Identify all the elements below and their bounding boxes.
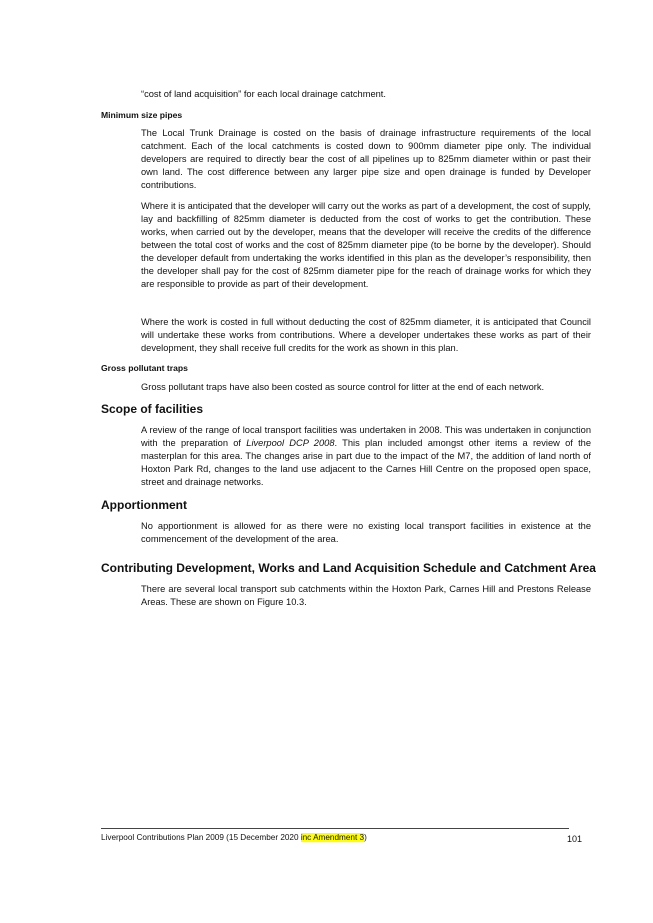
heading-apportionment: Apportionment bbox=[101, 498, 187, 512]
footer-close: ) bbox=[364, 833, 367, 842]
scope-text-after: . This plan included amongst other items a review of the masterplan for this area. The changes arise in part due to the impact of the M7, the addition of land north of Hoxton Park Rd, changes to the land use adjacent to the Carnes Hill Centre on the proposed open space, street and drainage networks. bbox=[141, 438, 592, 487]
scope-text-before: A review of the range of local transport facilities was undertaken in 2008. This was undertaken in conjunction with the preparation of bbox=[141, 425, 591, 448]
intro-line: “cost of land acquisition” for each local drainage catchment. bbox=[141, 89, 386, 99]
scope-italic-title: Liverpool DCP 2008 bbox=[246, 438, 335, 448]
page-number: 101 bbox=[567, 834, 583, 844]
heading-contributing-development: Contributing Development, Works and Land Acquisition Schedule and Catchment Area bbox=[101, 561, 596, 575]
paragraph-gross-traps: Gross pollutant traps have also been costed as source control for litter at the end of each network. bbox=[141, 382, 545, 392]
heading-scope-of-facilities: Scope of facilities bbox=[101, 402, 204, 416]
footer-divider bbox=[101, 828, 569, 829]
heading-gross-pollutant-traps: Gross pollutant traps bbox=[101, 363, 188, 373]
heading-minimum-size-pipes: Minimum size pipes bbox=[101, 110, 183, 120]
footer-title: Liverpool Contributions Plan 2009 (15 December 2020 bbox=[101, 833, 301, 842]
footer-text bbox=[101, 832, 367, 843]
paragraph-min-pipes-3: Where the work is costed in full without deducting the cost of 825mm diameter, it is anticipated that Council will undertake these works from contributions. Where a developer undertakes these works as part of their development, they shall receive full credits for the work as shown in this plan. bbox=[141, 317, 591, 353]
paragraph-min-pipes-2: Where it is anticipated that the developer will carry out the works as part of a development, the cost of supply, lay and backfilling of 825mm diameter is deducted from the cost of works to get the contribution. These works, when carried out by the developer, means that the developer will receive the credits of the difference between the total cost of works and the cost of 825mm diameter pipe (to be borne by the developer). Should the developer default from undertaking the works identified in this plan as the developer’s responsibility, then the developer shall pay for the cost of 825mm diameter pipe for the reach of drainage works for which they are responsible to provide as part of their development. bbox=[141, 201, 591, 289]
paragraph-min-pipes-1: The Local Trunk Drainage is costed on the basis of drainage infrastructure requirements of the local catchment. Each of the local catchments is costed down to 900mm diameter pipe only. The individual developers are required to directly bear the cost of all pipelines up to 825mm diameter within or past their own land. The cost difference between any larger pipe size and open drainage is funded by Developer contributions. bbox=[141, 128, 591, 190]
paragraph-apportionment: No apportionment is allowed for as there were no existing local transport facilities in existence at the commencement of the development of the area. bbox=[141, 521, 591, 544]
paragraph-contributing: There are several local transport sub catchments within the Hoxton Park, Carnes Hill and Prestons Release Areas. These are shown on Figure 10.3. bbox=[141, 584, 591, 607]
paragraph-scope bbox=[141, 424, 591, 489]
footer-highlight: inc Amendment 3 bbox=[300, 833, 365, 842]
